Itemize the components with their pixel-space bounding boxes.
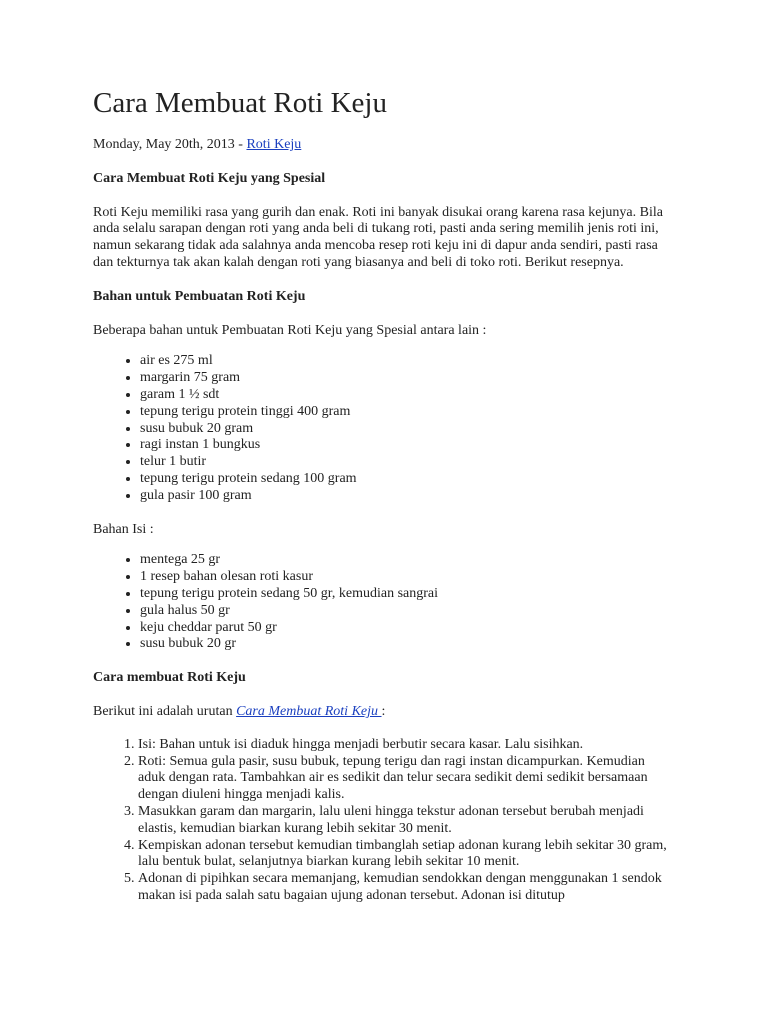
step-item: 4. Kempiskan adonan tersebut kemudian timbanglah setiap adonan kurang lebih sekitar 30 gram, lalu bentuk bulat, selanjutnya biarkan kurang lebih sekitar 10 menit. xyxy=(138,838,672,872)
list-item: • gula halus 50 gr xyxy=(140,603,672,620)
list-item: • gula pasir 100 gram xyxy=(140,488,672,505)
category-link[interactable]: Roti Keju xyxy=(246,137,302,152)
list-item: • tepung terigu protein sedang 100 gram xyxy=(140,471,672,488)
cara-intro-text: Berikut ini adalah urutan xyxy=(93,703,237,719)
bahan-intro: Beberapa bahan untuk Pembuatan Roti Keju yang Spesial antara lain : xyxy=(93,322,487,338)
list-item: • tepung terigu protein tinggi 400 gram xyxy=(140,404,672,421)
list-item: • keju cheddar parut 50 gr xyxy=(140,620,672,637)
bahan-list xyxy=(93,353,672,504)
list-item: • telur 1 butir xyxy=(140,454,672,471)
list-item: • susu bubuk 20 gram xyxy=(140,421,672,438)
list-item: • tepung terigu protein sedang 50 gr, kemudian sangrai xyxy=(140,586,672,603)
cara-heading: Cara membuat Roti Keju xyxy=(93,670,246,686)
step-item: 5. Adonan di pipihkan secara memanjang, kemudian sendokkan dengan menggunakan 1 sendok makan isi pada salah satu bagaian ujung adonan tersebut. Adonan isi ditutup xyxy=(138,871,672,905)
step-item: 3. Masukkan garam dan margarin, lalu uleni hingga tekstur adonan tersebut berubah menjadi elastis, kemudian biarkan kurang lebih sekitar 30 menit. xyxy=(138,804,672,838)
isi-intro: Bahan Isi : xyxy=(93,521,154,537)
list-item: • mentega 25 gr xyxy=(140,552,672,569)
intro-paragraph: Roti Keju memiliki rasa yang gurih dan enak. Roti ini banyak disukai orang karena rasa kejunya. Bila anda selalu sarapan dengan roti yang anda beli di tukang roti, pasti anda sering memilih jenis roti ini, namun sekarang tidak ada salahnya anda mencoba resep roti keju ini di dapur anda sendiri, pasti rasa dan tekturnya tak akan kalah dengan roti yang biasanya and beli di toko roti. Berikut resepnya. xyxy=(93,204,663,270)
isi-list xyxy=(93,552,672,653)
list-item: • 1 resep bahan olesan roti kasur xyxy=(140,569,672,586)
steps-list xyxy=(93,737,672,905)
bahan-heading: Bahan untuk Pembuatan Roti Keju xyxy=(93,288,306,304)
list-item: • susu bubuk 20 gr xyxy=(140,636,672,653)
list-item: • margarin 75 gram xyxy=(140,370,672,387)
list-item: • ragi instan 1 bungkus xyxy=(140,437,672,454)
intro-heading: Cara Membuat Roti Keju yang Spesial xyxy=(93,170,326,186)
list-item: • garam 1 ½ sdt xyxy=(140,387,672,404)
cara-link[interactable]: Cara Membuat Roti Keju xyxy=(236,703,382,719)
post-date: Monday, May 20th, 2013 - xyxy=(93,137,247,152)
cara-intro xyxy=(93,704,672,721)
cara-intro-suffix: : xyxy=(381,703,386,719)
step-item: 1. Isi: Bahan untuk isi diaduk hingga menjadi berbutir secara kasar. Lalu sisihkan. xyxy=(138,737,672,754)
post-meta xyxy=(93,137,672,154)
page-title: Cara Membuat Roti Keju xyxy=(93,87,387,119)
step-item: 2. Roti: Semua gula pasir, susu bubuk, tepung terigu dan ragi instan dicampurkan. Kemudian aduk dengan rata. Tambahkan air es sedikit dan telur secara sedikit demi sedikit bersamaan dengan diuleni hingga menjadi kalis. xyxy=(138,754,672,804)
list-item: • air es 275 ml xyxy=(140,353,672,370)
